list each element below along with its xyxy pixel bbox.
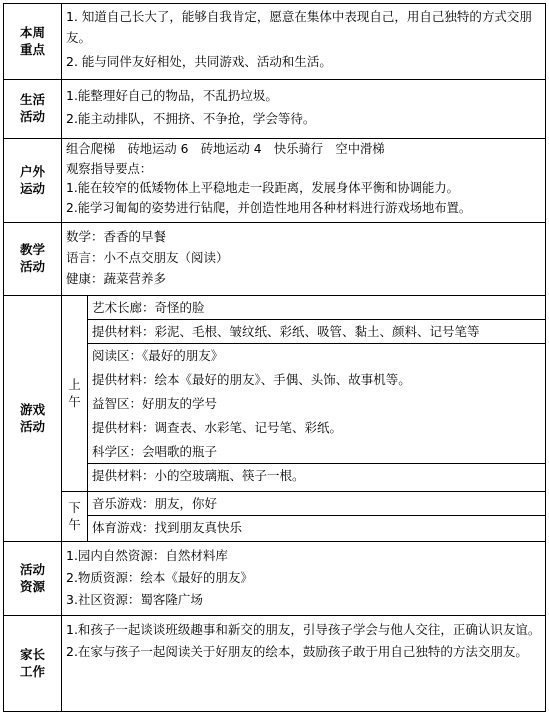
teaching-item: 健康：蔬菜营养多 — [66, 271, 167, 286]
game-material-line: 提供材料：彩泥、毛根、皱纹纸、彩纸、吸管、黏土、颜料、记号笔等 — [88, 320, 545, 344]
daily-life-line: 1.能整理好自己的物品，不乱扔垃圾。 — [66, 88, 278, 103]
row-games-afternoon — [4, 492, 546, 542]
parents-item: 1.和孩子一起谈谈班级趣事和新交的朋友，引导孩子学会与他人交往，正确认识友谊。 — [66, 622, 541, 637]
outdoor-guide-title: 观察指导要点： — [66, 161, 153, 176]
content-daily-life — [62, 80, 546, 139]
outdoor-guide-point: 1.能在较窄的低矮物体上平稳地走一段距离，发展身体平衡和协调能力。 — [66, 181, 459, 195]
row-resources — [4, 542, 546, 616]
label-parents: 家长 工作 — [4, 616, 62, 712]
teaching-item: 语言：小不点交朋友（阅读） — [66, 250, 229, 265]
game-material-line: 提供材料：调查表、水彩笔、记号笔、彩纸。 — [92, 420, 343, 435]
game-material-line: 提供材料：小的空玻璃瓶、筷子一根。 — [92, 468, 305, 483]
row-outdoor — [4, 139, 546, 223]
afternoon-game-line: 体育游戏：找到朋友真快乐 — [92, 520, 243, 535]
outdoor-guide-point: 2.能学习匍匐的姿势进行钻爬，并创造性地用各种材料进行游戏场地布置。 — [66, 200, 472, 215]
weekly-focus-line: 1. 知道自己长大了，能够自我肯定，愿意在集体中表现自己，用自己独特的方式交朋友。 — [66, 9, 532, 45]
game-area-line: 阅读区：《最好的朋友》 — [92, 348, 224, 363]
game-area-line: 益智区：好朋友的学号 — [92, 396, 218, 411]
label-daily-life: 生活 活动 — [4, 80, 62, 139]
row-daily-life — [4, 80, 546, 139]
game-area-line: 艺术长廊：奇怪的脸 — [88, 296, 545, 320]
weekly-plan-table — [3, 3, 546, 712]
content-games-afternoon — [88, 492, 546, 542]
weekly-focus-line: 2. 能与同伴友好相处，共同游戏、活动和生活。 — [66, 54, 332, 69]
daily-life-line: 2.能主动排队，不拥挤、不争抢，学会等待。 — [66, 111, 316, 126]
label-resources: 活动 资源 — [4, 542, 62, 616]
label-afternoon: 下 午 — [62, 492, 88, 542]
content-teaching — [62, 223, 546, 296]
afternoon-game-line: 音乐游戏：朋友，你好 — [88, 492, 545, 516]
content-games-morning — [88, 296, 546, 492]
content-resources — [62, 542, 546, 616]
outdoor-activities: 组合爬梯 砖地运动 6 砖地运动 4 快乐骑行 空中滑梯 — [66, 142, 385, 156]
teaching-item: 数学：香香的早餐 — [66, 229, 167, 244]
label-morning: 上 午 — [62, 296, 88, 492]
row-weekly-focus — [4, 4, 546, 80]
content-outdoor — [62, 139, 546, 223]
label-weekly-focus: 本周 重点 — [4, 4, 62, 80]
resource-item: 1.园内自然资源：自然材料库 — [66, 548, 228, 563]
parents-item: 2.在家与孩子一起阅读关于好朋友的绘本，鼓励孩子敢于用自己独特的方法交朋友。 — [66, 644, 528, 659]
resource-item: 3.社区资源：蜀客隆广场 — [66, 592, 203, 607]
resource-item: 2.物质资源：绘本《最好的朋友》 — [66, 570, 253, 585]
label-outdoor: 户外 运动 — [4, 139, 62, 223]
label-games: 游戏 活动 — [4, 296, 62, 542]
content-parents — [62, 616, 546, 712]
row-parents — [4, 616, 546, 712]
game-area-line: 科学区：会唱歌的瓶子 — [88, 440, 545, 464]
row-teaching — [4, 223, 546, 296]
content-weekly-focus — [62, 4, 546, 80]
row-games-morning — [4, 296, 546, 492]
label-teaching: 教学 活动 — [4, 223, 62, 296]
game-material-line: 提供材料：绘本《最好的朋友》、手偶、头饰、故事机等。 — [92, 372, 411, 387]
